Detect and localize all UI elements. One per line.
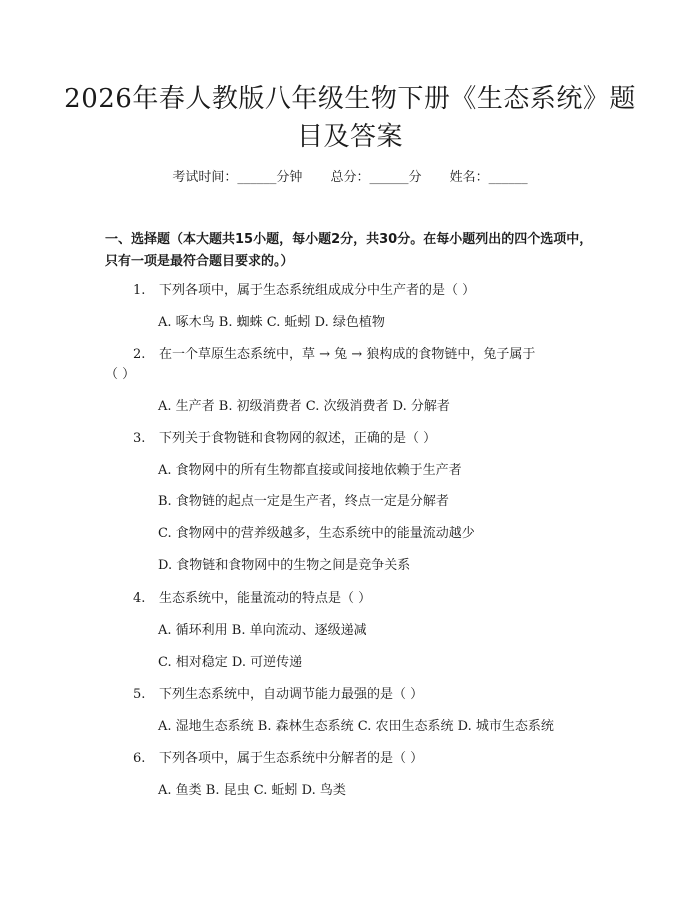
question-5-options: A. 湿地生态系统 B. 森林生态系统 C. 农田生态系统 D. 城市生态系统 xyxy=(158,719,554,734)
question-1-options: A. 啄木鸟 B. 蜘蛛 C. 蚯蚓 D. 绿色植物 xyxy=(158,315,385,330)
question-number: 2. xyxy=(133,347,146,362)
question-4-options-cd: C. 相对稳定 D. 可逆传递 xyxy=(158,655,303,670)
question-1 xyxy=(133,281,475,301)
question-text: 下列各项中，属于生态系统中分解者的是（ ） xyxy=(159,751,424,766)
question-2-text-continued: （ ） xyxy=(105,367,136,382)
question-6 xyxy=(133,749,423,769)
question-5 xyxy=(133,685,423,705)
question-number: 5. xyxy=(133,687,146,702)
question-number: 6. xyxy=(133,751,146,766)
question-3-option-a: A. 食物网中的所有生物都直接或间接地依赖于生产者 xyxy=(158,463,462,478)
section-heading: 一、选择题（本大题共15小题，每小题2分，共30分。在每小题列出的四个选项中，只有一项是最符合题目要求的。） xyxy=(105,232,593,269)
exam-time-field: 考试时间：______分钟 xyxy=(172,170,303,185)
question-text: 在一个草原生态系统中，草 → 兔 → 狼构成的食物链中，兔子属于 xyxy=(159,347,536,362)
exam-name-field: 姓名：______ xyxy=(449,170,528,185)
exam-meta xyxy=(0,168,700,188)
question-4-options-ab: A. 循环利用 B. 单向流动、逐级递减 xyxy=(158,623,367,638)
question-3-option-c: C. 食物网中的营养级越多，生态系统中的能量流动越少 xyxy=(158,526,475,541)
question-text: 下列生态系统中，自动调节能力最强的是（ ） xyxy=(159,687,424,702)
question-3 xyxy=(133,429,436,449)
question-3-option-d: D. 食物链和食物网中的生物之间是竞争关系 xyxy=(158,558,411,573)
question-number: 3. xyxy=(133,431,146,446)
document-title: 2026年春人教版八年级生物下册《生态系统》题目及答案 xyxy=(64,84,636,152)
question-text: 下列关于食物链和食物网的叙述，正确的是（ ） xyxy=(159,431,437,446)
question-text: 生态系统中，能量流动的特点是（ ） xyxy=(159,591,372,606)
exam-score-field: 总分：______分 xyxy=(330,170,422,185)
question-text: 下列各项中，属于生态系统组成成分中生产者的是（ ） xyxy=(159,283,476,298)
question-2 xyxy=(133,345,535,365)
question-2-options: A. 生产者 B. 初级消费者 C. 次级消费者 D. 分解者 xyxy=(158,399,450,414)
question-number: 4. xyxy=(133,591,146,606)
question-3-option-b: B. 食物链的起点一定是生产者，终点一定是分解者 xyxy=(158,494,449,509)
question-number: 1. xyxy=(133,283,146,298)
question-4 xyxy=(133,589,371,609)
question-6-options: A. 鱼类 B. 昆虫 C. 蚯蚓 D. 鸟类 xyxy=(158,783,346,798)
